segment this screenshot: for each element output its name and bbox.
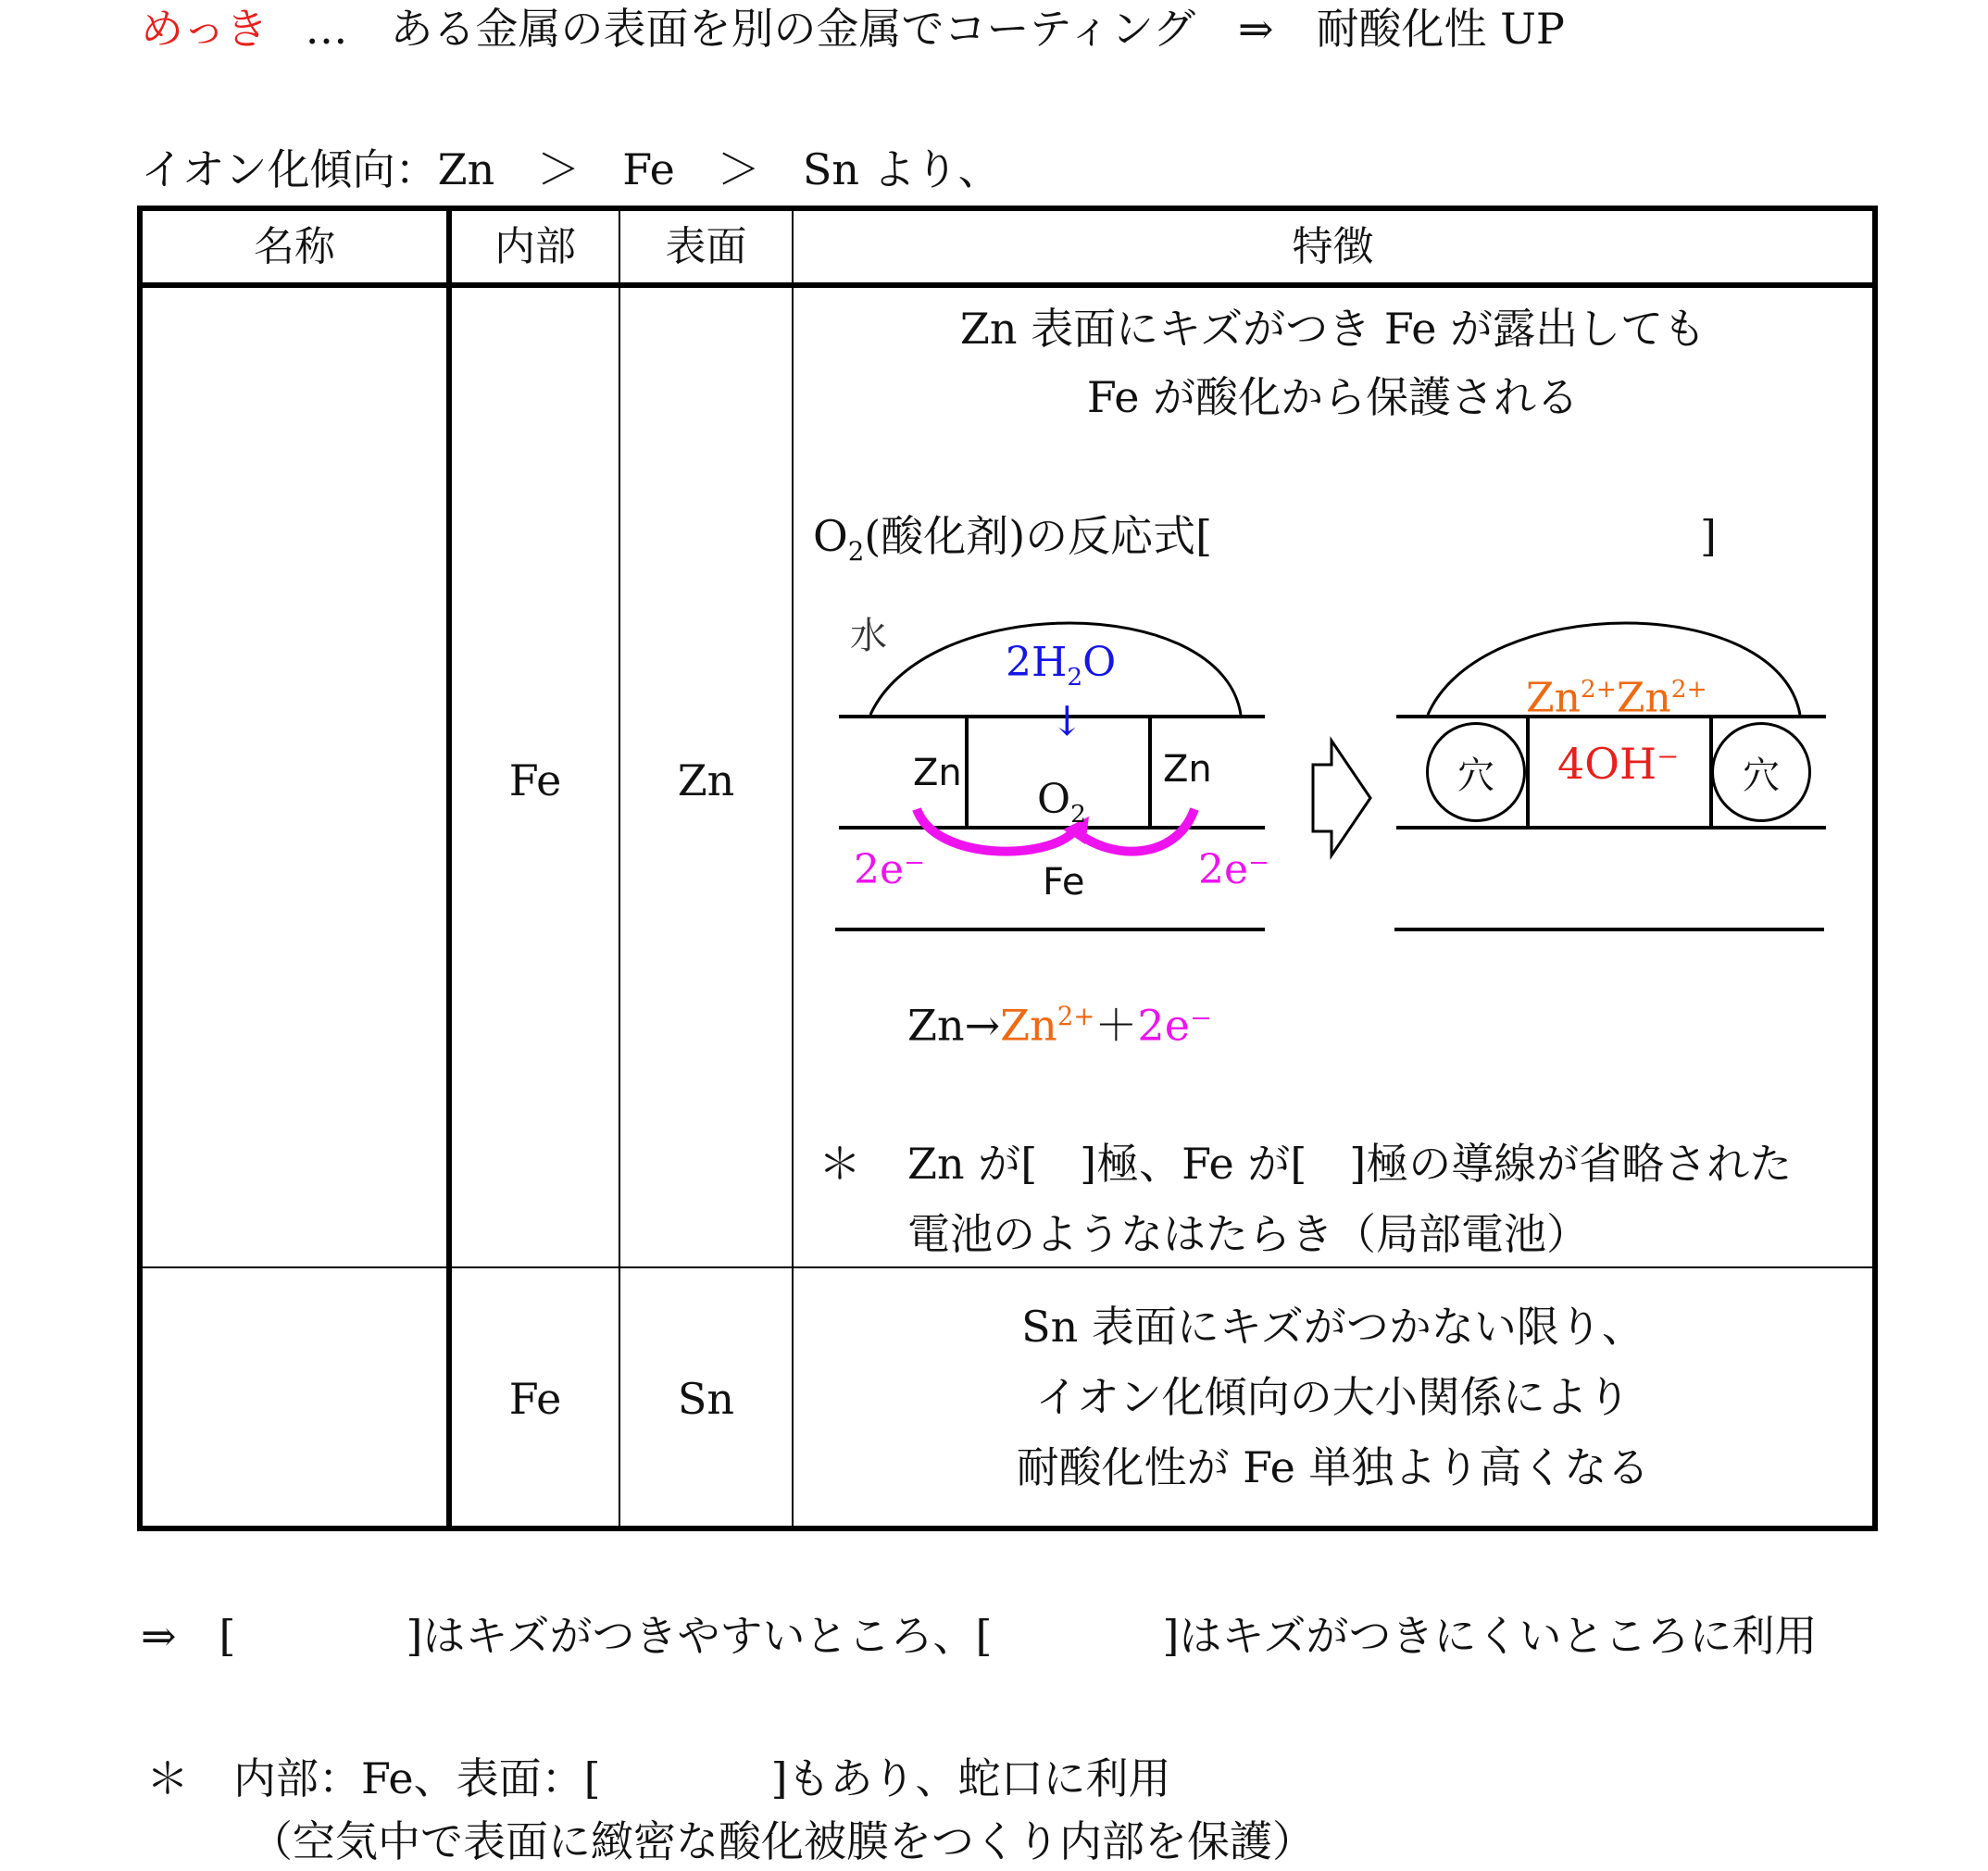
footer-note-line2: （空気中で表面に緻密な酸化被膜をつくり内部を保護） xyxy=(250,1816,1315,1866)
row2-feature-line1: Sn 表面にキズがつかない限り、 xyxy=(1021,1302,1644,1352)
o2-label: $O_2$ xyxy=(1037,776,1086,829)
footer-note-line1: 内部：Fe、表面：[ ]もあり、蛇口に利用 xyxy=(233,1753,1171,1803)
zn-left-label: Zn xyxy=(913,752,962,794)
row2-feature-line3: 耐酸化性が Fe 単独より高くなる xyxy=(1016,1442,1650,1492)
hole-left-circle: 穴 xyxy=(1426,722,1526,822)
header-name: 名称 xyxy=(254,223,335,270)
row1-note-line1: Zn が[ ]極、Fe が[ ]極の導線が省略された xyxy=(907,1139,1793,1189)
electron-left: 2e⁻ xyxy=(854,846,926,893)
title-term: めっき xyxy=(141,4,269,54)
down-arrow: ↓ xyxy=(1050,698,1084,745)
row1-note-star: ＊ xyxy=(819,1139,861,1189)
row2-inner: Fe xyxy=(508,1374,562,1424)
zn-ions-label: $Zn^{2+}Zn^{2+}$ xyxy=(1526,674,1707,722)
zinc-oxidation-equation: $Zn\to Zn^{2+}+2e^-$ xyxy=(907,1000,1213,1051)
reaction-label: $O_2$(酸化剤)の反応式[ xyxy=(813,511,1213,568)
row1-surface: Zn xyxy=(677,755,735,805)
title-rest: … ある金属の表面を別の金属でコーティング ⇒ 耐酸化性 UP xyxy=(305,4,1565,54)
ionization-tendency: イオン化傾向：Zn ＞ Fe ＞ Sn より、 xyxy=(141,144,1001,194)
water-label: 水 xyxy=(850,615,887,657)
diagram-lines xyxy=(815,611,1852,944)
usage-line: ⇒ [ ]はキズがつきやすいところ、[ ]はキズがつきにくいところに利用 xyxy=(141,1611,1818,1661)
row1-feature-line2: Fe が酸化から保護される xyxy=(1086,372,1580,422)
header-feature: 特徴 xyxy=(1292,223,1374,270)
h2o-label: $2H_2O$ xyxy=(1006,639,1117,692)
footer-note-star: ＊ xyxy=(146,1753,189,1803)
reaction-bracket-close: ] xyxy=(1700,511,1717,561)
zn-right-label: Zn xyxy=(1163,748,1212,791)
electron-right: 2e⁻ xyxy=(1198,846,1270,893)
fe-label: Fe xyxy=(1043,861,1085,904)
title-line xyxy=(141,4,1565,54)
row2-surface: Sn xyxy=(677,1374,735,1424)
header-surface: 表面 xyxy=(665,223,747,270)
header-inner: 内部 xyxy=(494,223,576,270)
row1-note-line2: 電池のようなはたらき（局部電池） xyxy=(907,1209,1589,1259)
row2-feature-line2: イオン化傾向の大小関係により xyxy=(1035,1372,1631,1422)
row1-inner: Fe xyxy=(508,755,562,805)
row1-feature-line1: Zn 表面にキズがつき Fe が露出しても xyxy=(959,304,1707,354)
hole-right-circle: 穴 xyxy=(1711,722,1811,822)
hydroxide-label: 4OH⁻ xyxy=(1557,739,1680,789)
